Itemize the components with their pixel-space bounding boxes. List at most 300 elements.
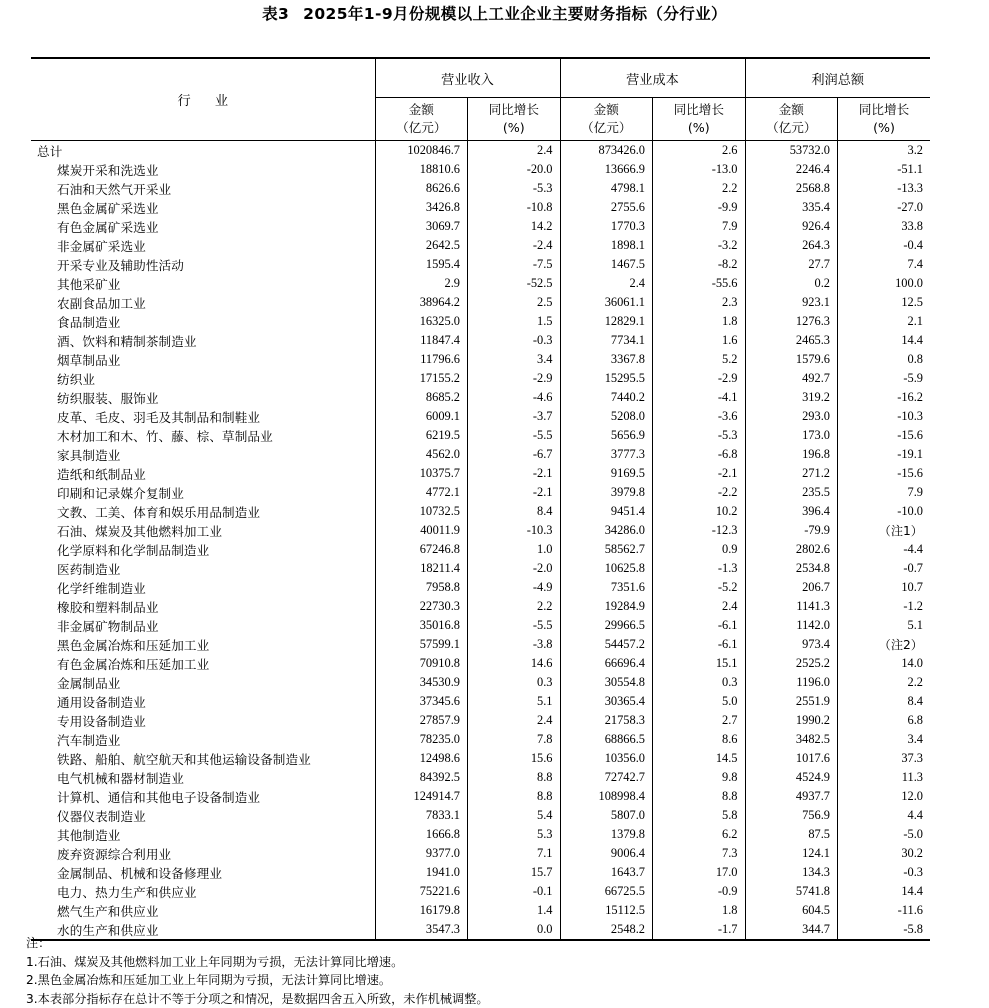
cell-revenue-growth: -4.9: [468, 578, 561, 597]
cell-cost-amount: 1379.8: [560, 825, 653, 844]
cell-cost-growth: 2.3: [653, 293, 746, 312]
cell-revenue-amount: 78235.0: [375, 730, 468, 749]
cell-profit-growth: -10.3: [838, 407, 931, 426]
cell-profit-growth: 14.4: [838, 331, 931, 350]
cell-cost-amount: 19284.9: [560, 597, 653, 616]
cell-revenue-growth: -3.8: [468, 635, 561, 654]
cell-revenue-amount: 4772.1: [375, 483, 468, 502]
industry-name: 非金属矿采选业: [57, 239, 146, 254]
cell-revenue-growth: -2.1: [468, 483, 561, 502]
cell-cost-growth: 15.1: [653, 654, 746, 673]
cell-cost-growth: 0.3: [653, 673, 746, 692]
header-group-row: [31, 58, 930, 98]
cell-cost-growth: 2.2: [653, 179, 746, 198]
cell-profit-amount: 756.9: [745, 806, 838, 825]
cell-cost-growth: 2.7: [653, 711, 746, 730]
cell-revenue-growth: -2.1: [468, 464, 561, 483]
cell-profit-amount: 264.3: [745, 236, 838, 255]
cell-profit-amount: 492.7: [745, 369, 838, 388]
cell-revenue-amount: 75221.6: [375, 882, 468, 901]
cell-profit-amount: 2465.3: [745, 331, 838, 350]
cell-revenue-amount: 6219.5: [375, 426, 468, 445]
table-row: [31, 388, 930, 407]
table-row: [31, 768, 930, 787]
cell-cost-growth: 1.8: [653, 901, 746, 920]
cell-profit-growth: 7.9: [838, 483, 931, 502]
cell-cost-amount: 9169.5: [560, 464, 653, 483]
column-header-cost-amount: [560, 98, 653, 141]
cell-cost-growth: -2.1: [653, 464, 746, 483]
sub-header-line2: （亿元）: [396, 120, 447, 135]
table-row: [31, 844, 930, 863]
cell-profit-amount: 271.2: [745, 464, 838, 483]
cell-revenue-growth: -5.3: [468, 179, 561, 198]
cell-revenue-amount: 10732.5: [375, 502, 468, 521]
cell-profit-amount: 124.1: [745, 844, 838, 863]
cell-revenue-growth: 14.6: [468, 654, 561, 673]
cell-cost-growth: -4.1: [653, 388, 746, 407]
table-row: [31, 160, 930, 179]
cell-profit-amount: 2802.6: [745, 540, 838, 559]
industry-name: 电气机械和器材制造业: [57, 771, 184, 786]
cell-profit-growth: （注1）: [838, 521, 931, 540]
cell-revenue-growth: 8.8: [468, 768, 561, 787]
column-header-profit-growth: [838, 98, 931, 141]
cell-cost-amount: 36061.1: [560, 293, 653, 312]
table-row: [31, 331, 930, 350]
industry-name: 水的生产和供应业: [31, 920, 375, 940]
cell-revenue-amount: 8626.6: [375, 179, 468, 198]
industry-name: 开采专业及辅助性活动: [57, 258, 184, 273]
financial-indicators-table: [31, 57, 930, 941]
table-row: [31, 369, 930, 388]
table-row: [31, 407, 930, 426]
cell-profit-amount: 1017.6: [745, 749, 838, 768]
table-row: [31, 616, 930, 635]
table-body: [31, 141, 930, 941]
cell-profit-growth: -11.6: [838, 901, 931, 920]
cell-cost-growth: 10.2: [653, 502, 746, 521]
cell-revenue-growth: -3.7: [468, 407, 561, 426]
cell-revenue-growth: 15.6: [468, 749, 561, 768]
column-group-total-profit: 利润总额: [745, 58, 930, 98]
industry-name: 酒、饮料和精制茶制造业: [57, 334, 197, 349]
cell-profit-growth: -51.1: [838, 160, 931, 179]
industry-name: 仪器仪表制造业: [57, 809, 146, 824]
cell-profit-amount: 1141.3: [745, 597, 838, 616]
cell-profit-amount: 3482.5: [745, 730, 838, 749]
cell-revenue-growth: -0.3: [468, 331, 561, 350]
cell-revenue-amount: 35016.8: [375, 616, 468, 635]
industry-name: 通用设备制造业: [57, 695, 146, 710]
cell-revenue-amount: 3547.3: [375, 920, 468, 940]
cell-cost-amount: 21758.3: [560, 711, 653, 730]
table-row: [31, 806, 930, 825]
cell-profit-growth: 7.4: [838, 255, 931, 274]
cell-cost-growth: 9.8: [653, 768, 746, 787]
cell-profit-growth: -0.3: [838, 863, 931, 882]
table-row: [31, 255, 930, 274]
cell-revenue-growth: 2.5: [468, 293, 561, 312]
cell-revenue-amount: 1020846.7: [375, 141, 468, 161]
cell-cost-growth: -12.3: [653, 521, 746, 540]
sub-header-line2: (%): [873, 120, 895, 135]
cell-profit-amount: 4937.7: [745, 787, 838, 806]
sub-header-line1: 同比增长: [673, 101, 724, 117]
table-row: [31, 350, 930, 369]
table-row: [31, 787, 930, 806]
industry-name: 有色金属矿采选业: [57, 220, 159, 235]
cell-profit-growth: -5.0: [838, 825, 931, 844]
column-header-revenue-amount: [375, 98, 468, 141]
cell-revenue-amount: 34530.9: [375, 673, 468, 692]
industry-name: 计算机、通信和其他电子设备制造业: [57, 790, 261, 805]
cell-cost-growth: -5.3: [653, 426, 746, 445]
cell-profit-amount: 206.7: [745, 578, 838, 597]
table-row: [31, 198, 930, 217]
table-row: [31, 901, 930, 920]
table-row: [31, 236, 930, 255]
cell-revenue-growth: -7.5: [468, 255, 561, 274]
cell-cost-amount: 13666.9: [560, 160, 653, 179]
cell-profit-growth: 33.8: [838, 217, 931, 236]
cell-cost-amount: 30365.4: [560, 692, 653, 711]
cell-revenue-growth: 15.7: [468, 863, 561, 882]
cell-cost-amount: 66725.5: [560, 882, 653, 901]
cell-revenue-growth: 2.4: [468, 711, 561, 730]
industry-name: 其他制造业: [57, 828, 121, 843]
cell-cost-amount: 2.4: [560, 274, 653, 293]
industry-name: 纺织业: [57, 372, 96, 387]
industry-name: 金属制品、机械和设备修理业: [57, 866, 223, 881]
cell-profit-growth: 37.3: [838, 749, 931, 768]
industry-name: 家具制造业: [57, 448, 121, 463]
table-row: [31, 730, 930, 749]
cell-revenue-growth: -4.6: [468, 388, 561, 407]
cell-revenue-growth: -2.0: [468, 559, 561, 578]
table-row: [31, 483, 930, 502]
cell-cost-growth: 7.3: [653, 844, 746, 863]
cell-profit-amount: 196.8: [745, 445, 838, 464]
industry-name: 木材加工和木、竹、藤、棕、草制品业: [57, 429, 273, 444]
cell-revenue-amount: 16179.8: [375, 901, 468, 920]
cell-revenue-amount: 4562.0: [375, 445, 468, 464]
cell-profit-amount: 923.1: [745, 293, 838, 312]
industry-name: 金属制品业: [57, 676, 121, 691]
table-row: [31, 882, 930, 901]
cell-cost-amount: 34286.0: [560, 521, 653, 540]
table-row: [31, 426, 930, 445]
cell-revenue-growth: -5.5: [468, 426, 561, 445]
cell-revenue-growth: 8.4: [468, 502, 561, 521]
cell-revenue-amount: 40011.9: [375, 521, 468, 540]
cell-profit-amount: 53732.0: [745, 141, 838, 161]
industry-name: 烟草制品业: [57, 353, 121, 368]
cell-revenue-growth: 5.3: [468, 825, 561, 844]
cell-cost-amount: 10356.0: [560, 749, 653, 768]
industry-total-name: 总计: [37, 144, 63, 159]
cell-profit-growth: -1.2: [838, 597, 931, 616]
cell-revenue-amount: 1595.4: [375, 255, 468, 274]
cell-cost-growth: 0.9: [653, 540, 746, 559]
cell-revenue-amount: 2.9: [375, 274, 468, 293]
cell-cost-growth: -13.0: [653, 160, 746, 179]
cell-revenue-amount: 27857.9: [375, 711, 468, 730]
cell-cost-growth: -9.9: [653, 198, 746, 217]
table-container: [31, 57, 930, 941]
cell-profit-growth: 2.1: [838, 312, 931, 331]
cell-cost-growth: -2.2: [653, 483, 746, 502]
cell-cost-amount: 1898.1: [560, 236, 653, 255]
table-footnotes: [26, 934, 966, 1008]
industry-name: 农副食品加工业: [57, 296, 146, 311]
cell-revenue-amount: 38964.2: [375, 293, 468, 312]
industry-name: 造纸和纸制品业: [57, 467, 146, 482]
cell-profit-growth: 100.0: [838, 274, 931, 293]
table-title-text: 2025年1-9月份规模以上工业企业主要财务指标（分行业）: [303, 5, 727, 23]
cell-cost-growth: 8.8: [653, 787, 746, 806]
cell-cost-growth: 2.4: [653, 597, 746, 616]
cell-revenue-growth: 7.8: [468, 730, 561, 749]
sub-header-line2: (%): [502, 120, 525, 135]
sub-header-line1: 金额: [408, 101, 434, 117]
column-group-operating-cost: 营业成本: [560, 58, 745, 98]
cell-revenue-growth: -5.5: [468, 616, 561, 635]
cell-revenue-amount: 3069.7: [375, 217, 468, 236]
cell-cost-growth: 5.2: [653, 350, 746, 369]
table-row: [31, 635, 930, 654]
cell-cost-growth: 1.8: [653, 312, 746, 331]
cell-profit-growth: （注2）: [838, 635, 931, 654]
cell-cost-amount: 15112.5: [560, 901, 653, 920]
cell-profit-amount: 1276.3: [745, 312, 838, 331]
footnote-item: 1.石油、煤炭及其他燃料加工业上年同期为亏损，无法计算同比增速。: [26, 954, 404, 969]
cell-cost-growth: -6.1: [653, 616, 746, 635]
cell-profit-growth: 8.4: [838, 692, 931, 711]
cell-cost-amount: 66696.4: [560, 654, 653, 673]
sub-header-line1: 同比增长: [488, 101, 539, 117]
cell-profit-growth: -15.6: [838, 464, 931, 483]
cell-cost-growth: -1.7: [653, 920, 746, 940]
cell-revenue-amount: 8685.2: [375, 388, 468, 407]
cell-profit-amount: 973.4: [745, 635, 838, 654]
cell-revenue-growth: 1.5: [468, 312, 561, 331]
industry-name: 印刷和记录媒介复制业: [57, 486, 184, 501]
cell-cost-amount: 1770.3: [560, 217, 653, 236]
cell-profit-growth: 30.2: [838, 844, 931, 863]
table-row: [31, 312, 930, 331]
industry-name: 有色金属冶炼和压延加工业: [57, 657, 210, 672]
cell-cost-growth: 5.8: [653, 806, 746, 825]
industry-name: 化学原料和化学制品制造业: [57, 543, 210, 558]
cell-revenue-amount: 124914.7: [375, 787, 468, 806]
cell-profit-growth: 12.0: [838, 787, 931, 806]
table-row: [31, 654, 930, 673]
column-group-operating-revenue: 营业收入: [375, 58, 560, 98]
cell-profit-amount: 2246.4: [745, 160, 838, 179]
cell-cost-growth: -55.6: [653, 274, 746, 293]
table-row: [31, 217, 930, 236]
industry-name: 文教、工美、体育和娱乐用品制造业: [57, 505, 261, 520]
cell-revenue-growth: 0.3: [468, 673, 561, 692]
cell-profit-growth: -5.9: [838, 369, 931, 388]
cell-revenue-growth: -10.3: [468, 521, 561, 540]
cell-cost-growth: -0.9: [653, 882, 746, 901]
cell-profit-amount: 2534.8: [745, 559, 838, 578]
table-row: [31, 179, 930, 198]
cell-revenue-growth: 14.2: [468, 217, 561, 236]
cell-revenue-growth: -2.9: [468, 369, 561, 388]
industry-name: 专用设备制造业: [57, 714, 146, 729]
industry-name: 橡胶和塑料制品业: [57, 600, 159, 615]
cell-revenue-growth: -6.7: [468, 445, 561, 464]
cell-profit-growth: 0.8: [838, 350, 931, 369]
cell-cost-growth: -1.3: [653, 559, 746, 578]
cell-cost-amount: 15295.5: [560, 369, 653, 388]
cell-revenue-amount: 11796.6: [375, 350, 468, 369]
cell-cost-growth: 17.0: [653, 863, 746, 882]
industry-name: 石油和天然气开采业: [57, 182, 172, 197]
cell-cost-growth: -5.2: [653, 578, 746, 597]
cell-cost-amount: 68866.5: [560, 730, 653, 749]
cell-revenue-amount: 22730.3: [375, 597, 468, 616]
cell-revenue-amount: 17155.2: [375, 369, 468, 388]
cell-profit-growth: 14.4: [838, 882, 931, 901]
cell-revenue-growth: -2.4: [468, 236, 561, 255]
cell-revenue-amount: 12498.6: [375, 749, 468, 768]
table-head: [31, 58, 930, 141]
cell-profit-growth: 3.2: [838, 141, 931, 161]
cell-cost-amount: 3367.8: [560, 350, 653, 369]
table-row: [31, 274, 930, 293]
cell-profit-growth: 5.1: [838, 616, 931, 635]
table-row: [31, 578, 930, 597]
sub-header-line2: (%): [687, 120, 710, 135]
footnote-item: 3.本表部分指标存在总计不等于分项之和情况，是数据四舍五入所致，未作机械调整。: [26, 991, 489, 1006]
industry-name: 纺织服装、服饰业: [57, 391, 159, 406]
cell-profit-growth: -19.1: [838, 445, 931, 464]
cell-profit-growth: 6.8: [838, 711, 931, 730]
cell-profit-growth: -0.4: [838, 236, 931, 255]
industry-name: 化学纤维制造业: [57, 581, 146, 596]
cell-cost-amount: 873426.0: [560, 141, 653, 161]
cell-profit-amount: 87.5: [745, 825, 838, 844]
cell-cost-growth: -6.1: [653, 635, 746, 654]
cell-profit-growth: 3.4: [838, 730, 931, 749]
cell-profit-amount: 335.4: [745, 198, 838, 217]
industry-name: 其他采矿业: [57, 277, 121, 292]
cell-profit-growth: -4.4: [838, 540, 931, 559]
cell-cost-amount: 2755.6: [560, 198, 653, 217]
industry-name: 电力、热力生产和供应业: [57, 885, 197, 900]
page-title: [0, 2, 989, 24]
industry-name: 废弃资源综合利用业: [57, 847, 172, 862]
sub-header-line1: 金额: [778, 101, 804, 117]
cell-cost-amount: 2548.2: [560, 920, 653, 940]
cell-revenue-amount: 84392.5: [375, 768, 468, 787]
cell-revenue-growth: 8.8: [468, 787, 561, 806]
cell-revenue-growth: 1.0: [468, 540, 561, 559]
footnote-label: 注：: [26, 936, 51, 950]
column-header-cost-growth: [653, 98, 746, 141]
cell-cost-amount: 29966.5: [560, 616, 653, 635]
cell-cost-amount: 9006.4: [560, 844, 653, 863]
cell-revenue-amount: 37345.6: [375, 692, 468, 711]
cell-revenue-growth: 2.2: [468, 597, 561, 616]
column-header-profit-amount: [745, 98, 838, 141]
cell-revenue-growth: 5.4: [468, 806, 561, 825]
table-row: [31, 293, 930, 312]
cell-revenue-growth: 3.4: [468, 350, 561, 369]
industry-name: 汽车制造业: [57, 733, 121, 748]
cell-profit-amount: 1990.2: [745, 711, 838, 730]
sub-header-line1: 金额: [593, 101, 619, 117]
cell-revenue-amount: 57599.1: [375, 635, 468, 654]
cell-cost-amount: 3979.8: [560, 483, 653, 502]
cell-revenue-amount: 9377.0: [375, 844, 468, 863]
cell-revenue-amount: 16325.0: [375, 312, 468, 331]
cell-profit-amount: 293.0: [745, 407, 838, 426]
cell-profit-amount: 1579.6: [745, 350, 838, 369]
cell-revenue-growth: 7.1: [468, 844, 561, 863]
table-row: [31, 673, 930, 692]
industry-name: 燃气生产和供应业: [57, 904, 159, 919]
cell-cost-amount: 5656.9: [560, 426, 653, 445]
cell-profit-amount: 2525.2: [745, 654, 838, 673]
cell-profit-amount: 4524.9: [745, 768, 838, 787]
cell-profit-growth: 14.0: [838, 654, 931, 673]
cell-profit-growth: -16.2: [838, 388, 931, 407]
table-row: [31, 825, 930, 844]
sub-header-line2: （亿元）: [766, 120, 817, 135]
cell-cost-growth: -3.2: [653, 236, 746, 255]
cell-revenue-amount: 6009.1: [375, 407, 468, 426]
cell-profit-amount: 1196.0: [745, 673, 838, 692]
table-row: [31, 502, 930, 521]
cell-revenue-amount: 11847.4: [375, 331, 468, 350]
cell-cost-amount: 1643.7: [560, 863, 653, 882]
cell-cost-amount: 7734.1: [560, 331, 653, 350]
cell-cost-amount: 12829.1: [560, 312, 653, 331]
cell-revenue-growth: 5.1: [468, 692, 561, 711]
cell-cost-amount: 54457.2: [560, 635, 653, 654]
cell-cost-amount: 58562.7: [560, 540, 653, 559]
cell-profit-amount: 5741.8: [745, 882, 838, 901]
cell-profit-growth: 12.5: [838, 293, 931, 312]
cell-revenue-amount: 18810.6: [375, 160, 468, 179]
cell-profit-growth: -0.7: [838, 559, 931, 578]
table-row: [31, 464, 930, 483]
table-number: 表3: [262, 5, 290, 23]
cell-profit-amount: 134.3: [745, 863, 838, 882]
industry-name: 铁路、船舶、航空航天和其他运输设备制造业: [57, 752, 311, 767]
cell-profit-growth: -5.8: [838, 920, 931, 940]
cell-revenue-amount: 3426.8: [375, 198, 468, 217]
cell-profit-amount: 2551.9: [745, 692, 838, 711]
cell-profit-amount: 2568.8: [745, 179, 838, 198]
cell-revenue-amount: 70910.8: [375, 654, 468, 673]
cell-revenue-amount: 7833.1: [375, 806, 468, 825]
cell-revenue-growth: -0.1: [468, 882, 561, 901]
cell-cost-amount: 108998.4: [560, 787, 653, 806]
industry-name: 黑色金属矿采选业: [57, 201, 159, 216]
cell-cost-growth: -3.6: [653, 407, 746, 426]
table-row: [31, 597, 930, 616]
cell-cost-amount: 9451.4: [560, 502, 653, 521]
industry-name: 黑色金属冶炼和压延加工业: [57, 638, 210, 653]
cell-cost-growth: 5.0: [653, 692, 746, 711]
cell-cost-growth: -2.9: [653, 369, 746, 388]
